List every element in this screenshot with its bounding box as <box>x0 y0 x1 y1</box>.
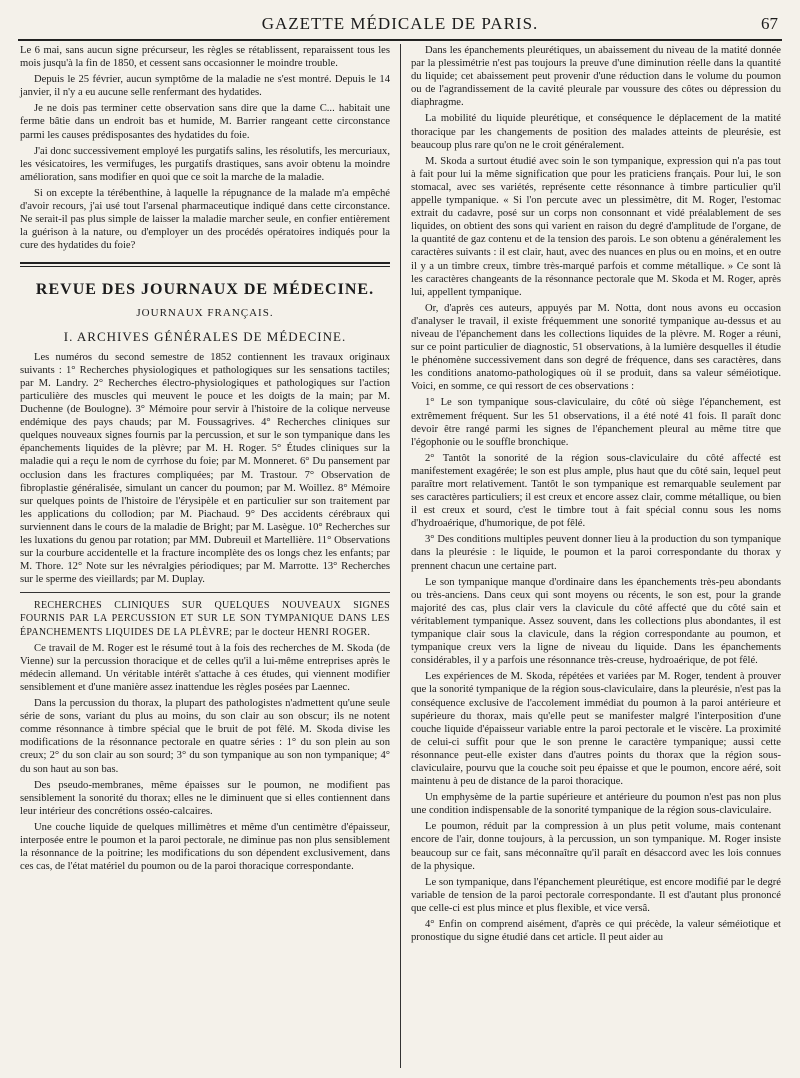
paragraph: Depuis le 25 février, aucun symptôme de la maladie ne s'est montré. Depuis le 14 janvier, il n'y a eu aucune selle renfermant des hydatides. <box>20 74 390 99</box>
paragraph: 4° Enfin on comprend aisément, d'après ce qui précède, la valeur séméiotique et pronostique du signe étudié dans cet article. Il peut aider au <box>411 919 781 944</box>
paragraph: Les expériences de M. Skoda, répétées et variées par M. Roger, tendent à prouver que la sonorité tympanique de la région sous-claviculaire, dans la pleurésie, n'est pas la conséquence exclusive de l'accolement immédiat du poumon à la paroi antérieure et supérieure du thorax, mais qu'elle peut se manifester malgré l'interposition d'une couche liquide d'épaisseur variable entre la paroi pectorale et le viscère. La proximité de celui-ci suffit pour que le son prenne le caractère tympanique; aussi cette résonnance peut-elle exister dans d'autres points du thorax que la région sous-claviculaire, pourvu que la couche soit peu épaisse et que le poumon, encore aéré, soit maintenu à peu de distance de la paroi thoracique. <box>411 671 781 788</box>
header-rule <box>18 39 782 41</box>
paragraph: Je ne dois pas terminer cette observation sans dire que la dame C... habitait une ferme bâtie dans un endroit bas et humide, M. Barrier rangeant cette circonstance parmi les causes prédisposantes des hydatides du foie. <box>20 103 390 141</box>
paragraph: Le son tympanique, dans l'épanchement pleurétique, est encore modifié par le degré variable de tension de la paroi pectorale correspondante. Il est d'autant plus prononcé que celle-ci est plus mince et plus flexible, et vice versâ. <box>411 876 781 914</box>
paragraph: Une couche liquide de quelques millimètres et même d'un centimètre d'épaisseur, interposée entre le poumon et la paroi pectorale, ne diminue pas non plus sensiblement la résonnance de la poitrine; les modifications du son dépendent exclusivement, dans ces cas, de l'état matériel du poumon ou de la paroi thoracique correspondante. <box>20 821 390 873</box>
article-heading: RECHERCHES CLINIQUES SUR QUELQUES NOUVEAUX SIGNES FOURNIS PAR LA PERCUSSION ET SUR LE SON TYMPANIQUE DANS LES ÉPANCHEMENTS LIQUIDES DE LA PLÈVRE; par le docteur HENRI ROGER. <box>20 600 390 638</box>
paragraph: M. Skoda a surtout étudié avec soin le son tympanique, expression qui n'a pas tout à fait pour lui la même signification que pour les praticiens français. Pour lui, le son stomacal, avec ses variétés, représente cette résonnance à timbre particulier qu'il appelle tympanique. « Si l'on percute avec un plessimètre, dit M. Roger, l'estomac extrait du cadavre, posé sur un corps non consonnant et vidé préalablement de ses liquides, on obtient des sons qui varient en raison du degré d'amplitude de l'organe, de la quantité de gaz contenu et de la tension des parois. Le son obtenu a généralement les caractères suivants : il est clair, haut, avec des nuances en plus ou en moins, et en outre il y a un timbre creux, timbre très-marqué parfois et comme métallique. » Ce sont là les caractères changeants de la résonnance pectorale que M. Skoda et M. Roger, après lui, appellent tympanique. <box>411 155 781 298</box>
page-header <box>18 14 782 40</box>
left-column <box>20 44 390 876</box>
journal-title: GAZETTE MÉDICALE DE PARIS. <box>261 14 539 33</box>
column-divider <box>400 44 401 1068</box>
section-heading: I. ARCHIVES GÉNÉRALES DE MÉDECINE. <box>63 328 347 344</box>
paragraph: J'ai donc successivement employé les purgatifs salins, les résolutifs, les mercuriaux, les vésicatoires, les vermifuges, les purgatifs drastiques, sans avoir obtenu la moindre amélioration, sans modifier en quoi que ce soit la marche de la maladie. <box>20 145 390 183</box>
paragraph: Or, d'après ces auteurs, appuyés par M. Notta, dont nous avons eu occasion d'analyser le travail, il existe fréquemment une sonorité tympanique au-dessus et au niveau de l'épanchement dans les collections liquides de la plèvre. M. Roger a réuni, sur ce point particulier de diagnostic, 51 observations, à la lumière desquelles il étudie le phénomène successivement dans son degré de fréquence, dans ses caractères, dans les conditions anatomo-pathologiques où il se produit, dans sa valeur séméiotique. Voici, en somme, ce qui ressort de ces observations : <box>411 302 781 393</box>
paragraph: Le poumon, réduit par la compression à un plus petit volume, mais contenant encore de l'air, donne toujours, à la percussion, un son tympanique. M. Roger insiste beaucoup sur ce fait, sans méconnaître qu'il paraît en désaccord avec les lois connues de la physique. <box>411 821 781 872</box>
section-separator <box>20 262 390 267</box>
section-title: REVUE DES JOURNAUX DE MÉDECINE. <box>35 281 375 299</box>
paragraph: 3° Des conditions multiples peuvent donner lieu à la production du son tympanique dans la pleurésie : le liquide, le poumon et la paroi correspondante du thorax y prennent chacun une certaine part. <box>411 534 781 572</box>
article-rule <box>20 592 390 593</box>
paragraph: Le 6 mai, sans aucun signe précurseur, les règles se rétablissent, reparaissent tous les mois jusqu'à la fin de 1850, et cessent sans occasionner le moindre trouble. <box>20 45 390 70</box>
paragraph: Un emphysème de la partie supérieure et antérieure du poumon n'est pas non plus une condition indispensable de la sonorité tympanique de la région sous-claviculaire. <box>411 792 781 817</box>
paragraph: 1° Le son tympanique sous-claviculaire, du côté où siège l'épanchement, est extrêmement fréquent. Sur les 51 observations, il a été noté 41 fois. Il paraît donc devoir être rangé parmi les signes de l'épanchement pleural au même titre que l'égophonie ou le souffle bronchique. <box>411 397 781 448</box>
paragraph: 2° Tantôt la sonorité de la région sous-claviculaire du côté affecté est manifestement exagérée; le son est plus ample, plus haut que du côté sain, lequel peut paraître mort relativement. Tantôt le son tympanique est remarquable seulement par ses caractères particuliers; il est creux et encore assez clair, comme métallique, ou bien il est creux et sourd, c'est le timbre tout à fait spécial connu sous les noms d'hydroaérique, d'humorique, de pot fêlé. <box>411 452 781 530</box>
paragraph: Ce travail de M. Roger est le résumé tout à la fois des recherches de M. Skoda (de Vienne) sur la percussion thoracique et de celles qu'il a lui-même entreprises après le médecin allemand. Un véritable intérêt s'attache à ces études, qui viennent modifier sensiblement et d'une manière assez inattendue les règles posées par Laennec. <box>20 642 390 693</box>
right-column <box>411 44 781 947</box>
paragraph: Dans la percussion du thorax, la plupart des pathologistes n'admettent qu'une seule série de sons, variant du plus au moins, du son clair au son obscur; ils ne notent comme résonnance à timbre spécial que le bruit de pot fêlé. M. Skoda divise les modifications de la résonnance pectorale en quatre séries : 1° du son plein au son creux; 2° du son clair au son sourd; 3° du son tympanique au son non tympanique; 4° du son haut au son bas. <box>20 698 390 775</box>
paragraph: Si on excepte la térébenthine, à laquelle la répugnance de la malade m'a empêché d'avoir recours, j'ai usé tout l'arsenal pharmaceutique indiqué dans cette circonstance. Ne serait-il pas plus simple de laisser la maladie marcher seule, en confier entièrement la guérison à la nature, ou d'employer un des procédés opératoires indiqués pour la cure des hydatides du foie? <box>20 187 390 252</box>
archives-paragraph: Les numéros du second semestre de 1852 contiennent les travaux originaux suivants : 1° Recherches physiologiques et pathologiques sur les sensations tactiles; par M. Landry. 2° Recherches électro-physiologiques et pathologiques sur l'action particulière des muscles qui meuvent le pouce et les doigts de la main; par M. Duchenne (de Boulogne). 3° Mémoire pour servir à l'histoire de la colique nerveuse endémique des pays chauds; par M. Foussagrives. 4° Recherches cliniques sur quelques nouveaux signes fournis par la percussion, et sur le son tympanique dans les épanchements liquides de la plèvre; par M. H. Roger. 5° Études cliniques sur la maladie qui a reçu le nom de cyrrhose du foie; par M. Monneret. 6° Du pansement par occlusion dans les fractures compliquées; par M. Trastour. 7° Observation de fibroplastie généralisée, simulant un cancer du poumon; par M. Woillez. 8° Mémoire sur quelques points de l'histoire de l'érysipèle et en particulier sur son traitement par les applications du collodion; par M. Piachaud. 9° Des accidents cérébraux qui surviennent dans le cours de la maladie de Bright; par M. Lasègue. 10° Recherches sur les luxations du genou par rotation; par MM. Dubreuil et Martellière. 11° Observations sur la courbure accidentelle et la fracture incomplète des os longs chez les enfants; par M. Thore. 12° Note sur les névralgies périodiques; par M. Marrotte. 13° Recherches sur le sperme des vieillards; par M. Duplay. <box>20 351 390 586</box>
paragraph: Le son tympanique manque d'ordinaire dans les épanchements très-peu abondants ou très-anciens. Dans ceux qui sont moyens ou récents, le son est, pour la grande majorité des cas, plus clair vers la clavicule du côté affecté que du côté sain et véritablement tympanique. Assez souvent, dans les collections plus abondantes, il est tympanique clair sous la clavicule, dans la région correspondante au poumon, et tympanique creux vers la ligne de niveau du liquide. Dans les épanchements considérables, il y a parfois une résonnance très-creuse, hydroaérique, de pot fêlé. <box>411 576 781 667</box>
section-subtitle: JOURNAUX FRANÇAIS. <box>136 306 274 319</box>
paragraph: La mobilité du liquide pleurétique, et conséquence le déplacement de la matité thoracique par les changements de position des malades atteints de pleurésie, est beaucoup plus rare qu'on ne le croit généralement. <box>411 113 781 151</box>
paragraph: Dans les épanchements pleurétiques, un abaissement du niveau de la matité donnée par la plessimétrie n'est pas toujours la preuve d'une diminution réelle dans la quantité du liquide; cet abaissement peut provenir d'une réduction dans le volume du poumon ou de l'agrandissement de la cavité pleurale par voussure des côtes ou dépression du diaphragme. <box>411 45 781 109</box>
page-number: 67 <box>761 14 778 33</box>
paragraph: Des pseudo-membranes, même épaisses sur le poumon, ne modifient pas sensiblement la sonorité du thorax; elles ne le diminuent que si elles contiennent dans leur intérieur des concrétions osséo-calcaires. <box>20 779 390 817</box>
